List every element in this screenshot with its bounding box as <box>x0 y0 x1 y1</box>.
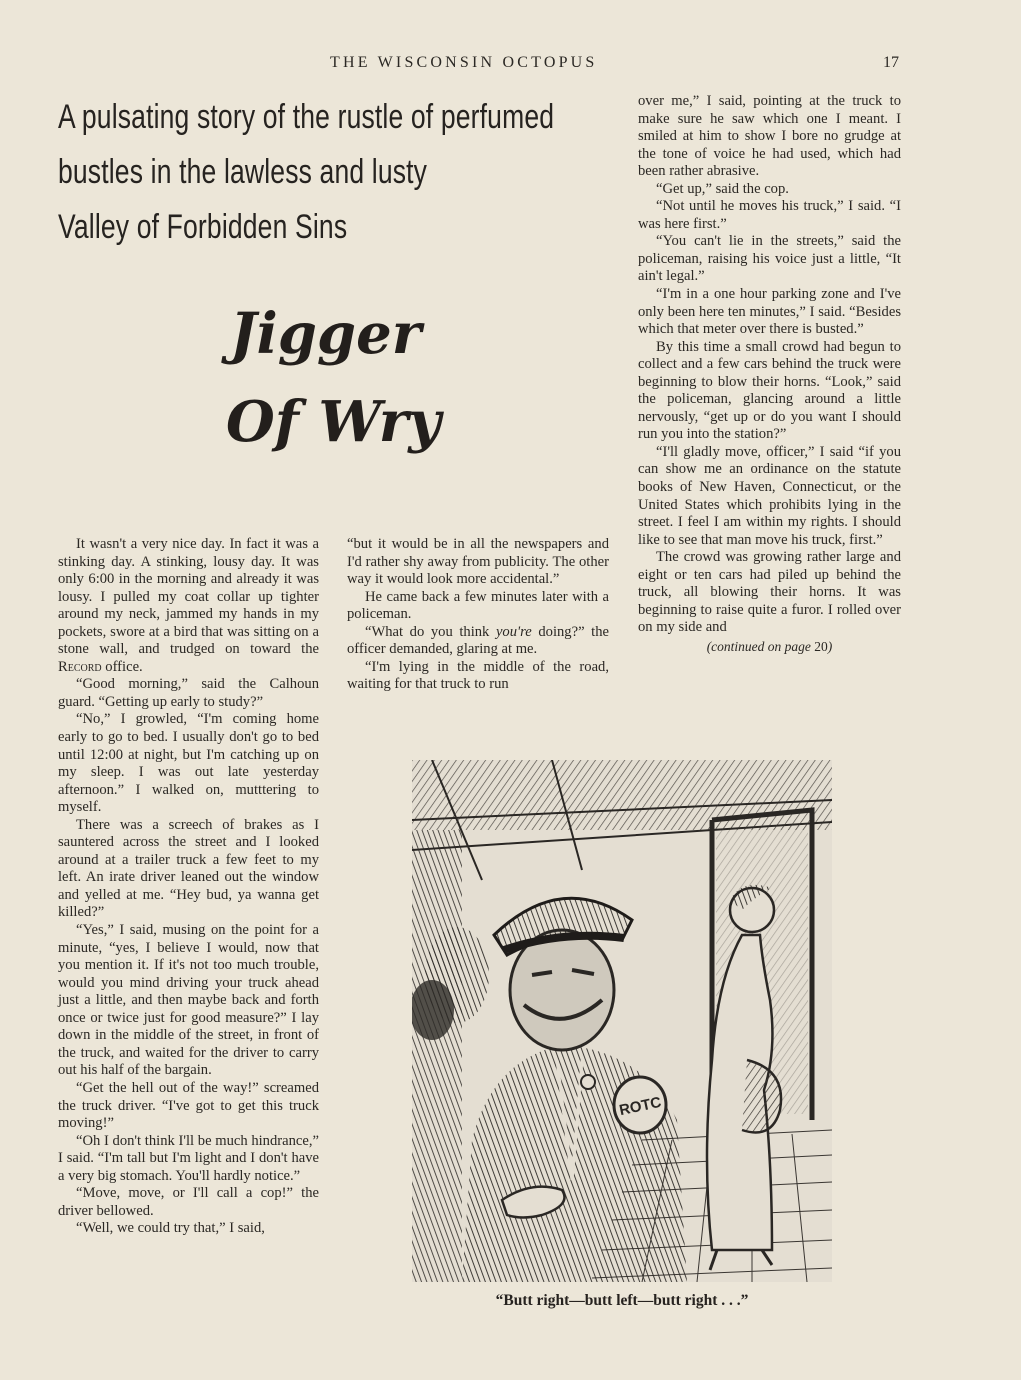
article-column-1 <box>58 536 319 1238</box>
article-column-2 <box>347 536 609 694</box>
paragraph: “I'm in a one hour parking zone and I've only been here ten minutes,” I said. “Besides which that meter over there is busted.” <box>638 286 901 338</box>
page-number: 17 <box>883 54 899 71</box>
headline <box>58 90 620 255</box>
paragraph: “Oh I don't think I'll be much hindrance,” I said. “I'm tall but I'm light and I don't have a very big stomach. You'll hardly notice.” <box>58 1132 319 1184</box>
continued-note: (continued on page 20) <box>706 638 833 654</box>
record-name: Record <box>58 658 102 675</box>
paragraph: “I'll gladly move, officer,” I said “if you can show me an ordinance on the statute books of New Haven, Connecticut, or the United States which prohibits lying in the street. I feel I am within my rights. I should like to see that man move his truck, first.” <box>638 443 901 548</box>
paragraph: “Well, we could try that,” I said, <box>76 1220 265 1237</box>
story-title-line-2: Of Wry <box>226 389 441 455</box>
cartoon-illustration <box>412 760 832 1282</box>
paragraph: He came back a few minutes later with a policeman. <box>347 588 609 623</box>
paragraph: By this time a small crowd had begun to collect and a few cars behind the truck were beginning to blow their horns. “Look,” said the policeman, glancing around a little nervously, “get up or do you want I should run you into the station?” <box>638 338 901 443</box>
story-title-line-1: Jigger <box>230 301 422 367</box>
paragraph: “What do you think you're doing?” the officer demanded, glaring at me. <box>347 623 609 658</box>
paragraph: There was a screech of brakes as I sauntered across the street and I looked around at a trailer truck a few feet to my left. An irate driver leaned out the window and yelled at me. “Hey bud, ya wanna get killed?” <box>58 816 319 921</box>
paragraph: “No,” I growled, “I'm coming home early to go to bed. I usually don't go to bed until 12:00 at night, but I'm catching up on my sleep. I was out late yesterday afternoon.” I walked on, mutttering to myself. <box>58 711 319 816</box>
paragraph: “I'm lying in the middle of the road, waiting for that truck to run <box>347 658 609 693</box>
background-figure <box>412 980 454 1040</box>
headline-line-2: bustles in the lawless and lusty <box>58 153 428 191</box>
article-column-3 <box>638 93 901 656</box>
paragraph: “Not until he moves his truck,” I said. “I was here first.” <box>638 198 901 232</box>
left-wall-shadow <box>412 830 462 1282</box>
story-title <box>226 290 476 466</box>
headline-line-1: A pulsating story of the rustle of perfumed <box>58 98 555 136</box>
uniform-button <box>581 1075 595 1089</box>
paragraph: “Get up,” said the cop. <box>656 180 789 197</box>
running-head <box>0 54 1021 74</box>
ceiling-hatching <box>412 760 832 830</box>
paragraph: The crowd was growing rather large and eight or ten cars had piled up behind the truck, all blowing their horns. It was beginning to raise quite a furor. I rolled over on my side and <box>638 549 901 636</box>
paragraph: “Yes,” I said, musing on the point for a minute, “yes, I believe I would, now that you mention it. If it's not too much trouble, would you mind driving your truck ahead just a little, and then maybe back and forth once or twice just for good measure?” I lay down in the middle of the street, in front of the truck, and waited for the driver to carry out his half of the bargain. <box>58 922 319 1079</box>
headline-line-3: Valley of Forbidden Sins <box>58 208 348 246</box>
magazine-title: THE WISCONSIN OCTOPUS <box>330 54 598 71</box>
armband-label: ROTC <box>617 1093 663 1120</box>
paragraph: “Get the hell out of the way!” screamed the truck driver. “I've got to get this truck moving!” <box>58 1079 319 1132</box>
continued-page: 20 <box>814 638 828 654</box>
paragraph: It wasn't a very nice day. In fact it was a stinking day. A stinking, lousy day. It was only 6:00 in the morning and already it was lousy. I pulled my coat collar up tighter around my neck, jammed my hands in my pockets, swore at a bird that was sitting on a stone wall, and trudged on toward the Record office. <box>58 536 319 675</box>
paragraph: “Good morning,” said the Calhoun guard. “Getting up early to study?” <box>58 676 319 710</box>
paragraph: “You can't lie in the streets,” said the policeman, raising his voice just a little, “It ain't legal.” <box>638 233 901 285</box>
paragraph: “but it would be in all the newspapers and I'd rather shy away from publicity. The other way it would look more accidental.” <box>347 536 609 588</box>
emphasis: you're <box>495 623 532 640</box>
illustration-caption: “Butt right—butt left—butt right . . .” <box>495 1292 749 1309</box>
paragraph: “Move, move, or I'll call a cop!” the driver bellowed. <box>58 1185 319 1219</box>
paragraph: over me,” I said, pointing at the truck to make sure he saw which one I meant. I smiled at him to show I bore no grudge at the tone of voice he had used, which had been rather abrasive. <box>638 93 901 180</box>
officer-face <box>510 930 614 1050</box>
